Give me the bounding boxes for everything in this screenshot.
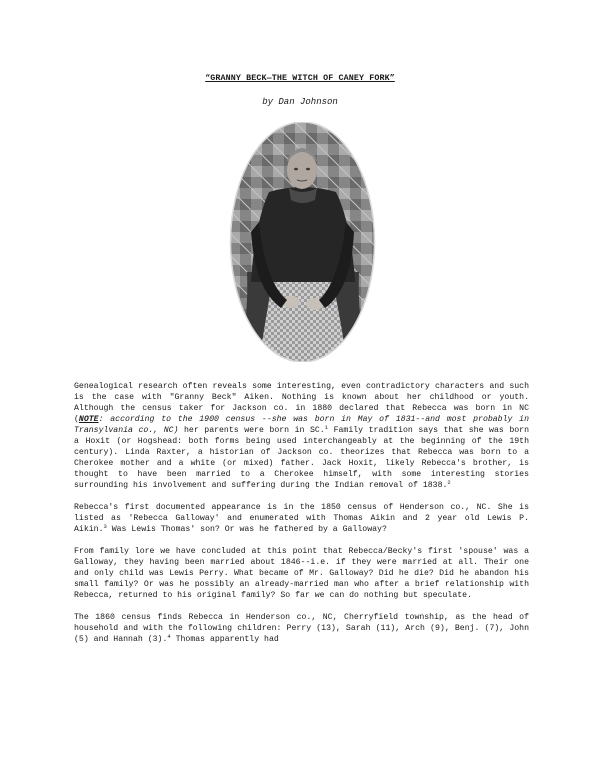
- author-byline: by Dan Johnson: [262, 97, 338, 107]
- paragraph-4: The 1860 census finds Rebecca in Henderson co., NC, Cherryfield township, as the head of household and with the following children: Perry (13), Sarah (11), Arch (9), Benj. (7), John (5) and Hannah (3).$^4$ Thomas apparently had: [74, 613, 529, 644]
- note-label: NOTE: [78, 415, 99, 424]
- paragraph-3: From family lore we have concluded at this point that Rebecca/Becky's first 'spouse' was a Galloway, they having been married about 1846--i.e. if they were married at all. Their one and only child was Lewis Perry. What became of Mr. Galloway? Did he die? Did he abandon his small family? Or was he possibly an already-married man who after a brief relationship with Rebecca, returned to his original family? So far we can do nothing but speculate.: [74, 547, 529, 600]
- paragraph-2: Rebecca's first documented appearance is in the 1850 census of Henderson co., NC. She is listed as 'Rebecca Galloway' and enumerated with Thomas Aikin and 2 year old Lewis P. Aikin.$^3$ Was Lewis Thomas' son? Or was he fathered by a Galloway?: [74, 503, 529, 534]
- article-body: [74, 381, 529, 656]
- paragraph-1: Genealogical research often reveals some interesting, even contradictory characters and such is the case with "Granny Beck" Aiken. Nothing is known about her childhood or youth. Although the census taker for Jackson co. in 1880 declared that Rebecca was born in NC (NOTE: according to the 1900 census --she was born in May of 1831--and most probably in Transylvania co., NC) her parents were born in SC.$^1$ Family tradition says that she was born a Hoxit (or Hogshead: both forms being used interchangeably at the beginning of the 19th century). Linda Raxter, a historian of Jackson co. theorizes that Rebecca was born to a Cherokee mother and a white (or mixed) father. Jack Hoxit, likely Rebecca's brother, is thought to have been married to a Cherokee himself, with some interesting stories surrounding his involvement and suffering during the Indian removal of 1838.$^2$: [74, 382, 529, 490]
- article-title: “GRANNY BECK—THE WITCH OF CANEY FORK”: [205, 73, 395, 83]
- footnote-ref: 2: [447, 479, 451, 486]
- footnote-ref: 3: [103, 523, 107, 530]
- footnote-ref: 4: [167, 633, 171, 640]
- portrait-photo: [229, 122, 376, 362]
- footnote-ref: 1: [324, 424, 329, 431]
